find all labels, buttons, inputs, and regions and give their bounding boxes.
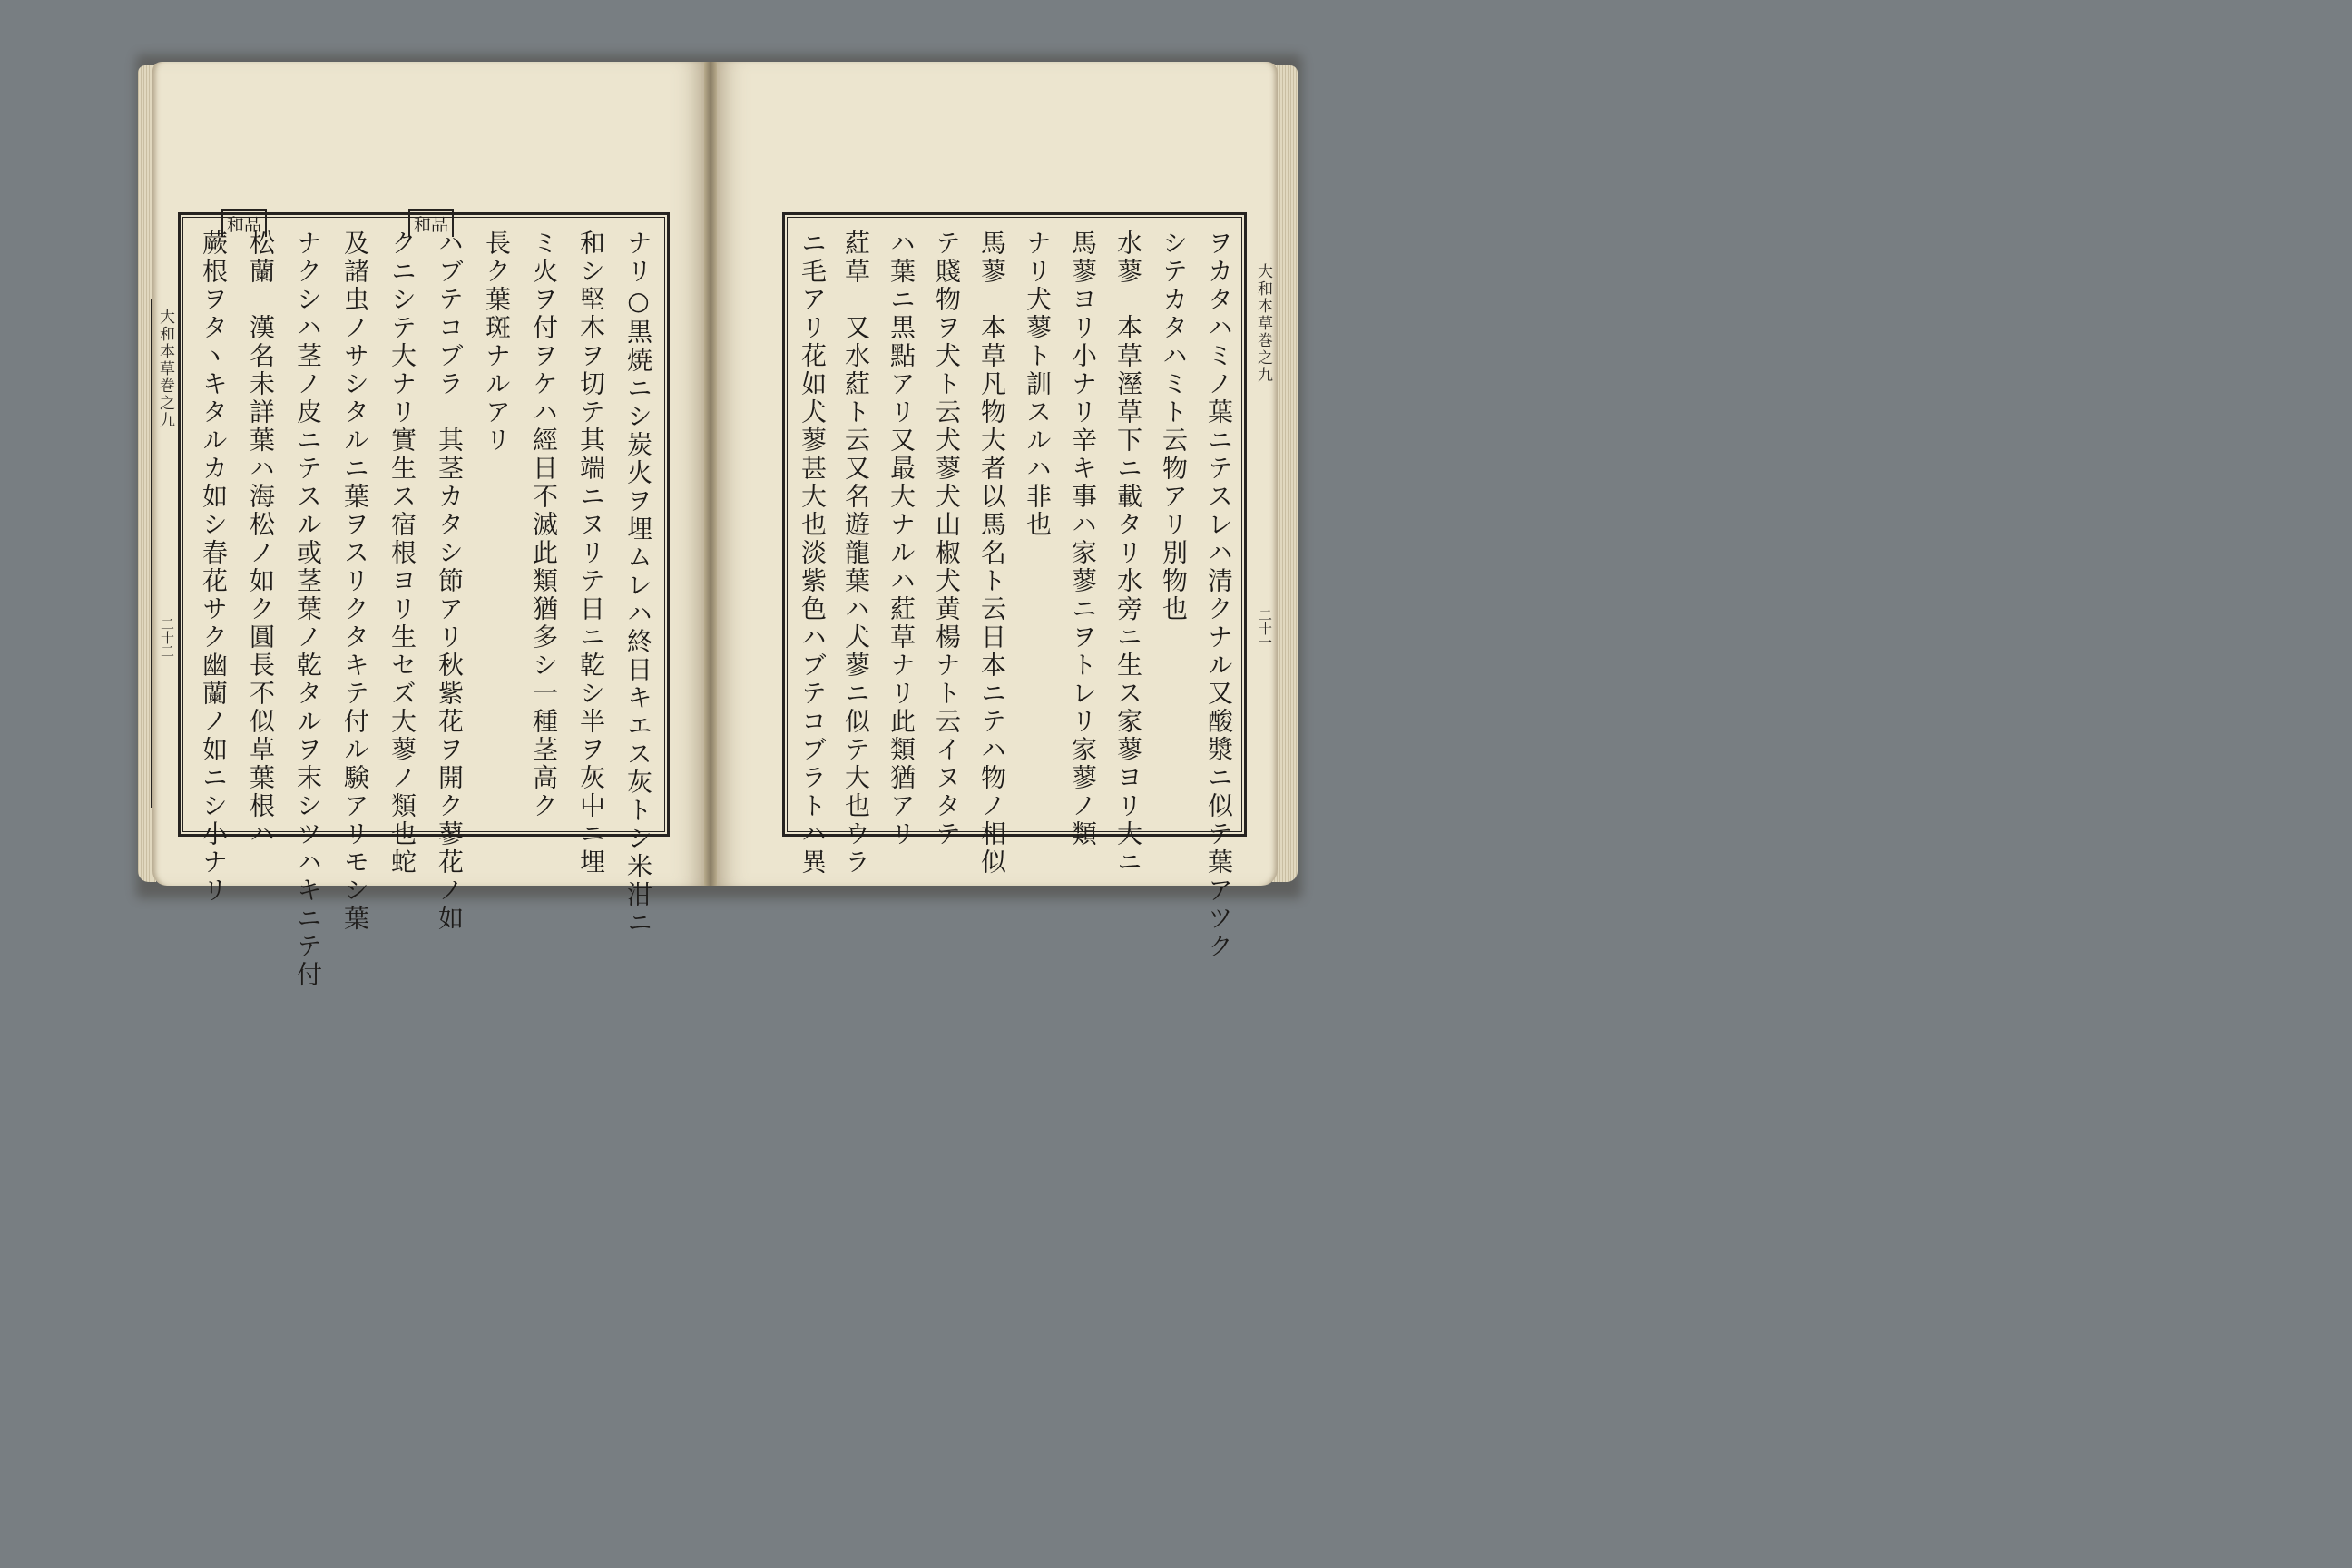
left-text-frame: [178, 212, 670, 989]
right-spine-title: 大和本草巻之九: [1254, 263, 1272, 384]
left-col-3: ミ火ヲ付ヲケハ經日不滅此類猶多シ一種茎高ク: [529, 230, 559, 820]
left-col-8: ナクシハ茎ノ皮ニテスル或茎葉ノ乾タルヲ末シツハキニテ付: [293, 230, 323, 989]
left-col-2: 和シ堅木ヲ切テ其端ニヌリテ日ニ乾シ半ヲ灰中ニ埋: [576, 230, 606, 877]
left-col-5: ハブテコブラ 其茎カタシ節アリ秋紫花ヲ開ク蓼花ノ如: [435, 230, 465, 933]
header-tab-2: 和品: [408, 209, 454, 237]
right-col-10: ニ毛アリ花如犬蓼甚大也淡紫色ハブテコブラトハ異: [798, 230, 828, 877]
right-col-1: ヲカタハミノ葉ニテスレハ清クナル又酸漿ニ似テ葉アツク: [1204, 230, 1234, 961]
left-col-9: 松蘭 漢名未詳葉ハ海松ノ如ク圓長不似草葉根ハ: [246, 230, 276, 848]
left-col-10: 蕨根ヲタヽキタルカ如シ春花サク幽蘭ノ如ニシ小ナリ: [199, 230, 229, 905]
right-spine-rule: [1249, 227, 1250, 853]
right-text-frame: [782, 212, 1247, 961]
right-folio: 二十一: [1257, 608, 1273, 649]
right-col-9: 葒草 又水葒ト云又名遊龍葉ハ犬蓼ニ似テ大也ウラ: [841, 230, 871, 877]
right-col-4: 馬蓼ヨリ小ナリ辛キ事ハ家蓼ニヲトレリ家蓼ノ類: [1068, 230, 1098, 848]
right-col-3: 水蓼 本草溼草下ニ載タリ水旁ニ生ス家蓼ヨリ大ニ: [1113, 230, 1143, 877]
left-folio: 二十二: [159, 617, 175, 658]
right-col-2: シテカタハミト云物アリ別物也: [1159, 230, 1189, 623]
right-col-6: 馬蓼 本草凡物大者以馬名ト云日本ニテハ物ノ相似: [977, 230, 1007, 877]
left-col-6: クニシテ大ナリ實生ス宿根ヨリ生セズ大蓼ノ類也蛇: [387, 230, 417, 877]
book-gutter: [704, 62, 717, 886]
left-col-7: 及諸虫ノサシタルニ葉ヲスリクタキテ付ル験アリモシ葉: [340, 230, 370, 933]
left-spine-rule: [151, 299, 152, 808]
right-col-5: ナリ犬蓼ト訓スルハ非也: [1023, 230, 1053, 539]
right-col-7: テ賤物ヲ犬ト云犬蓼犬山椒犬黄楊ナト云イヌタテ: [932, 230, 962, 848]
left-spine-title: 大和本草巻之九: [156, 309, 174, 429]
header-tab-1: 和品: [221, 209, 267, 237]
right-col-8: ハ葉ニ黒點アリ又最大ナルハ葒草ナリ此類猶アリ: [887, 230, 916, 848]
left-col-1: ナリ○黒焼ニシ炭火ヲ埋ムレハ終日キエス灰トシ米泔ニ: [623, 230, 653, 937]
left-col-4: 長ク葉斑ナルアリ: [482, 230, 512, 455]
